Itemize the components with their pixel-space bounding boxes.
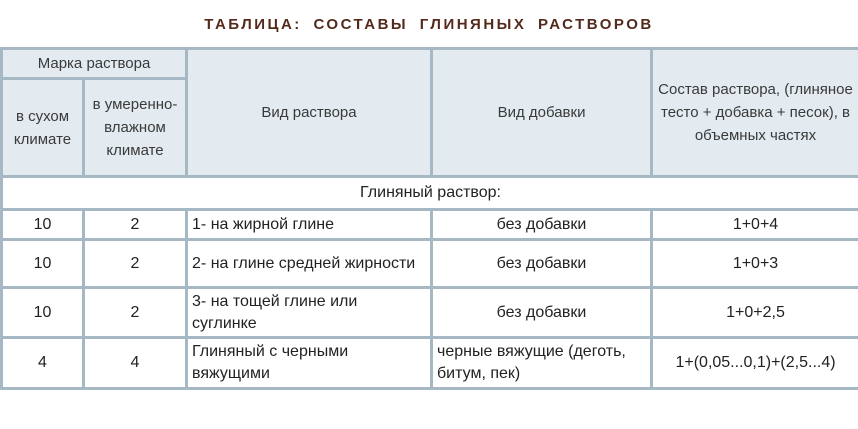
cell-grade-humid: 4 — [84, 338, 187, 388]
cell-grade-dry: 4 — [2, 338, 84, 388]
table-row — [2, 288, 858, 338]
cell-grade-dry: 10 — [2, 240, 84, 288]
cell-composition: 1+(0,05...0,1)+(2,5...4) — [652, 338, 858, 388]
cell-mortar-type: Глиняный с черными вяжущими — [187, 338, 432, 388]
table-row — [2, 210, 858, 240]
cell-mortar-type: 2- на глине средней жирности — [187, 240, 432, 288]
cell-grade-dry: 10 — [2, 210, 84, 240]
cell-grade-dry: 10 — [2, 288, 84, 338]
cell-additive: без добавки — [432, 288, 652, 338]
cell-grade-humid: 2 — [84, 240, 187, 288]
table-row — [2, 338, 858, 388]
cell-mortar-type: 3- на тощей глине или суглинке — [187, 288, 432, 338]
table-body — [2, 177, 858, 388]
cell-composition: 1+0+2,5 — [652, 288, 858, 338]
table-row — [2, 240, 858, 288]
header-composition: Состав раствора, (глиняное тесто + добавка + песок), в объемных частях — [652, 49, 858, 177]
section-row-label: Глиняный раствор: — [2, 177, 858, 210]
header-grade-humid-climate: в умеренно-влажном климате — [84, 79, 187, 177]
header-mortar-type: Вид раствора — [187, 49, 432, 177]
clay-mortar-compositions-table — [0, 47, 858, 390]
header-grade-dry-climate: в сухом климате — [2, 79, 84, 177]
cell-composition: 1+0+3 — [652, 240, 858, 288]
cell-additive: без добавки — [432, 240, 652, 288]
header-mortar-grade-group: Марка раствора — [2, 49, 187, 79]
cell-additive: черные вяжущие (деготь, битум, пек) — [432, 338, 652, 388]
cell-grade-humid: 2 — [84, 288, 187, 338]
table-header — [2, 49, 858, 177]
cell-composition: 1+0+4 — [652, 210, 858, 240]
cell-mortar-type: 1- на жирной глине — [187, 210, 432, 240]
section-row — [2, 177, 858, 210]
page-title: ТАБЛИЦА: СОСТАВЫ ГЛИНЯНЫХ РАСТВОРОВ — [204, 16, 654, 33]
header-additive-type: Вид добавки — [432, 49, 652, 177]
cell-grade-humid: 2 — [84, 210, 187, 240]
cell-additive: без добавки — [432, 210, 652, 240]
